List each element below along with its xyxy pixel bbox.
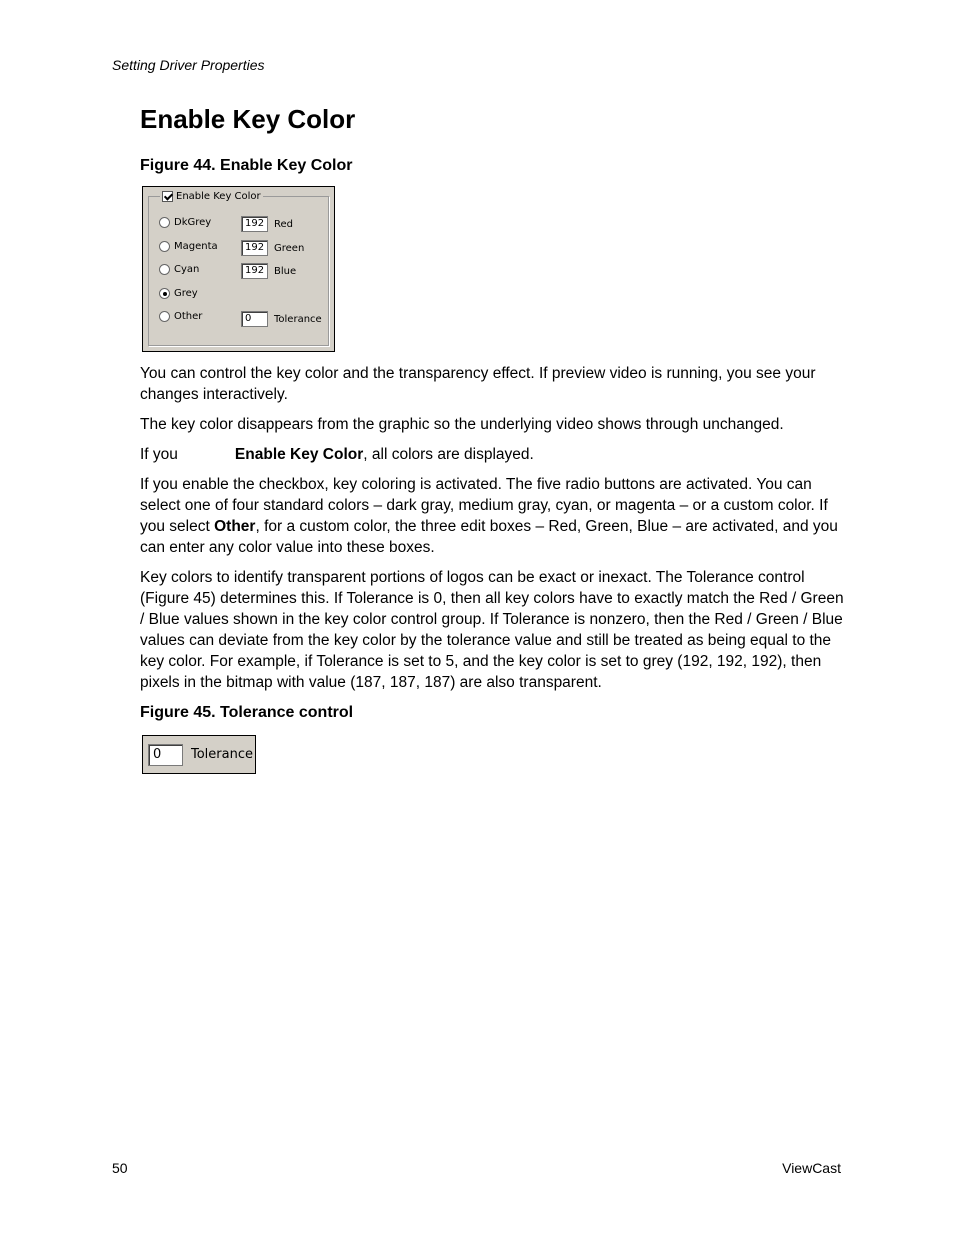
paragraph-bold-text: Other (214, 518, 256, 535)
radio-selected-icon[interactable] (159, 288, 170, 299)
radio-magenta[interactable] (159, 241, 218, 252)
radio-icon[interactable] (159, 311, 170, 322)
tolerance-edit-row (241, 311, 322, 327)
radio-icon[interactable] (159, 217, 170, 228)
running-header: Setting Driver Properties (112, 57, 265, 73)
radio-icon[interactable] (159, 241, 170, 252)
enable-key-color-label: Enable Key Color (176, 191, 261, 202)
paragraph (140, 474, 845, 558)
radio-icon[interactable] (159, 264, 170, 275)
radio-label: DkGrey (174, 217, 212, 228)
tolerance-input[interactable]: 0 (241, 311, 268, 327)
page-number: 50 (112, 1160, 128, 1176)
enable-key-color-checkbox[interactable] (160, 191, 263, 202)
radio-label: Magenta (174, 241, 218, 252)
red-edit-row (241, 216, 293, 232)
paragraph-text: If you (140, 446, 178, 463)
radio-other[interactable] (159, 311, 202, 322)
page-title: Enable Key Color (140, 104, 356, 134)
footer-brand: ViewCast (782, 1160, 841, 1176)
radio-cyan[interactable] (159, 264, 199, 275)
paragraph-text: , all colors are displayed. (363, 446, 534, 463)
tolerance-input[interactable]: 0 (148, 744, 183, 766)
paragraph-text: If you enable the checkbox, key coloring is activated. The five radio buttons are activated. You can select one of four standard colors – dark gray, medium gray, cyan, or magenta – or a custom color. If you select (140, 476, 828, 535)
tolerance-label: Tolerance (274, 313, 322, 325)
radio-grey[interactable] (159, 288, 198, 299)
red-label: Red (274, 218, 293, 230)
blue-input[interactable]: 192 (241, 263, 268, 279)
tolerance-control-panel (142, 735, 256, 774)
radio-label: Cyan (174, 264, 200, 275)
figure-45-caption: Figure 45. Tolerance control (140, 704, 354, 721)
paragraph (140, 444, 845, 465)
radio-label: Grey (174, 288, 198, 299)
enable-key-color-panel (142, 186, 335, 352)
paragraph-text: , for a custom color, the three edit boxes – Red, Green, Blue – are activated, and you can enter any color value into these boxes. (140, 518, 838, 556)
radio-label: Other (174, 311, 203, 322)
radio-dkgrey[interactable] (159, 217, 211, 228)
key-color-groupbox (148, 191, 329, 346)
paragraph-bold-text: Enable Key Color (234, 446, 364, 463)
checkbox-checked-icon[interactable] (162, 191, 173, 202)
paragraph: Key colors to identify transparent portions of logos can be exact or inexact. The Tolerance control (Figure 45) determines this. If Tolerance is 0, then all key colors have to exactly match the Red / Green / Blue values shown in the key color control group. If Tolerance is nonzero, then the Red / Green / Blue values can deviate from the key color by the tolerance value and still be treated as being equal to the key color. For example, if Tolerance is set to 5, and the key color is set to grey (192, 192, 192), then pixels in the bitmap with value (187, 187, 187) are also transparent. (140, 569, 844, 691)
green-edit-row (241, 240, 304, 256)
green-input[interactable]: 192 (241, 240, 268, 256)
paragraph: You can control the key color and the transparency effect. If preview video is running, you see your changes interactively. (140, 365, 816, 403)
blue-edit-row (241, 263, 296, 279)
paragraph: The key color disappears from the graphic so the underlying video shows through unchanged. (140, 416, 784, 433)
figure-44-caption: Figure 44. Enable Key Color (140, 157, 353, 174)
blue-label: Blue (274, 265, 297, 277)
green-label: Green (274, 242, 305, 254)
red-input[interactable]: 192 (241, 216, 268, 232)
tolerance-label: Tolerance (191, 747, 253, 762)
